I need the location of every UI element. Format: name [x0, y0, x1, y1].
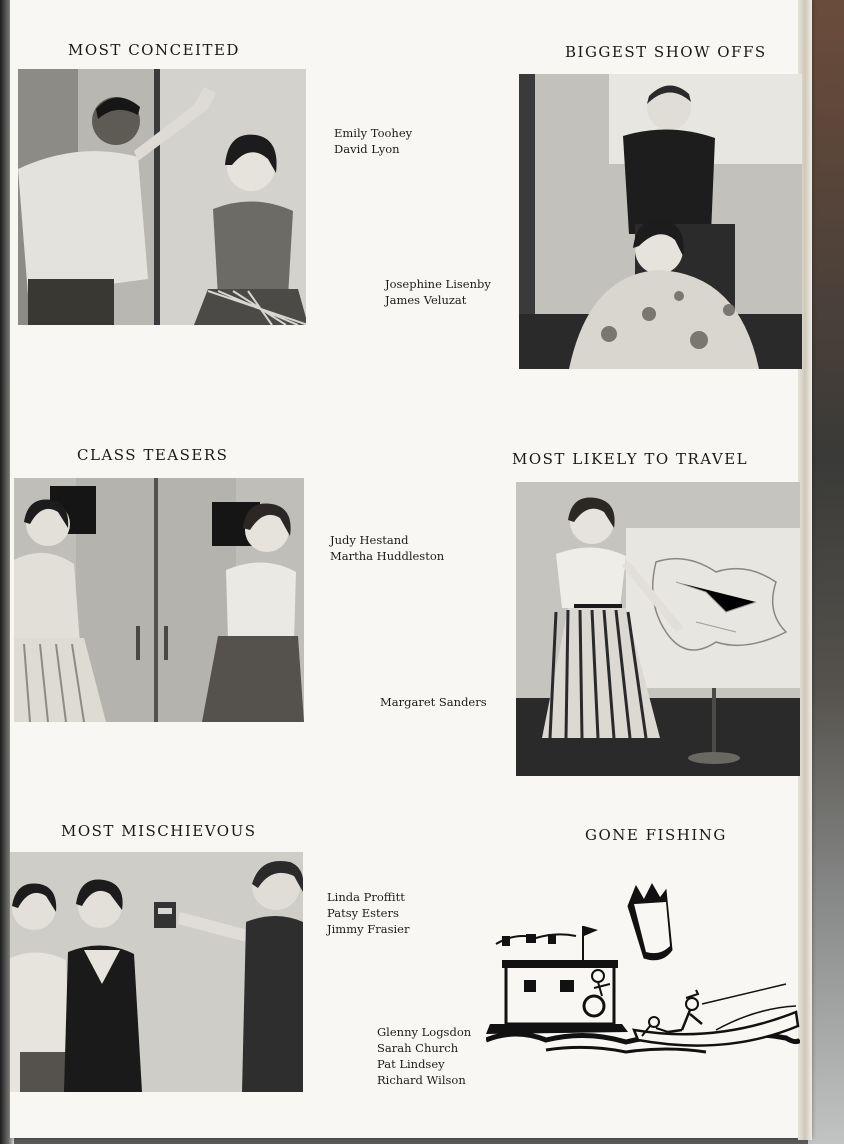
photo-most-conceited: [18, 69, 306, 325]
name-entry: Glenny Logsdon: [377, 1025, 472, 1039]
photo-class-teasers: [14, 478, 304, 722]
name-entry: Emily Toohey: [334, 126, 413, 140]
name-entry: James Veluzat: [385, 293, 467, 307]
name-entry: Sarah Church: [377, 1041, 459, 1055]
name-entry: Martha Huddleston: [330, 549, 445, 563]
photo-biggest-show-offs: [519, 74, 802, 369]
name-entry: Pat Lindsey: [377, 1057, 445, 1071]
name-entry: Richard Wilson: [377, 1073, 466, 1087]
names-class-teasers: [330, 532, 444, 564]
heading-gone-fishing: GONE FISHING: [585, 826, 727, 844]
name-entry: David Lyon: [334, 142, 400, 156]
heading-most-likely-to-travel: MOST LIKELY TO TRAVEL: [512, 450, 749, 468]
heading-most-conceited: MOST CONCEITED: [68, 41, 240, 59]
name-entry: Patsy Esters: [327, 906, 399, 920]
name-entry: Josephine Lisenby: [385, 277, 491, 291]
names-biggest-show-offs: [385, 276, 491, 308]
photo-most-mischievous: [10, 852, 303, 1092]
photo-most-likely-to-travel: [516, 482, 800, 776]
names-most-likely-to-travel: [380, 694, 487, 710]
name-entry: Linda Proffitt: [327, 890, 405, 904]
name-entry: Judy Hestand: [330, 533, 409, 547]
names-gone-fishing: [377, 1024, 471, 1088]
name-entry: Margaret Sanders: [380, 695, 487, 709]
heading-biggest-show-offs: BIGGEST SHOW OFFS: [565, 43, 767, 61]
heading-most-mischievous: MOST MISCHIEVOUS: [61, 822, 257, 840]
name-entry: Jimmy Frasier: [327, 922, 410, 936]
heading-class-teasers: CLASS TEASERS: [77, 446, 229, 464]
names-most-mischievous: [327, 889, 409, 937]
cartoon-gone-fishing: [486, 880, 800, 1058]
background-surface: [808, 0, 844, 1144]
names-most-conceited: [334, 125, 412, 157]
